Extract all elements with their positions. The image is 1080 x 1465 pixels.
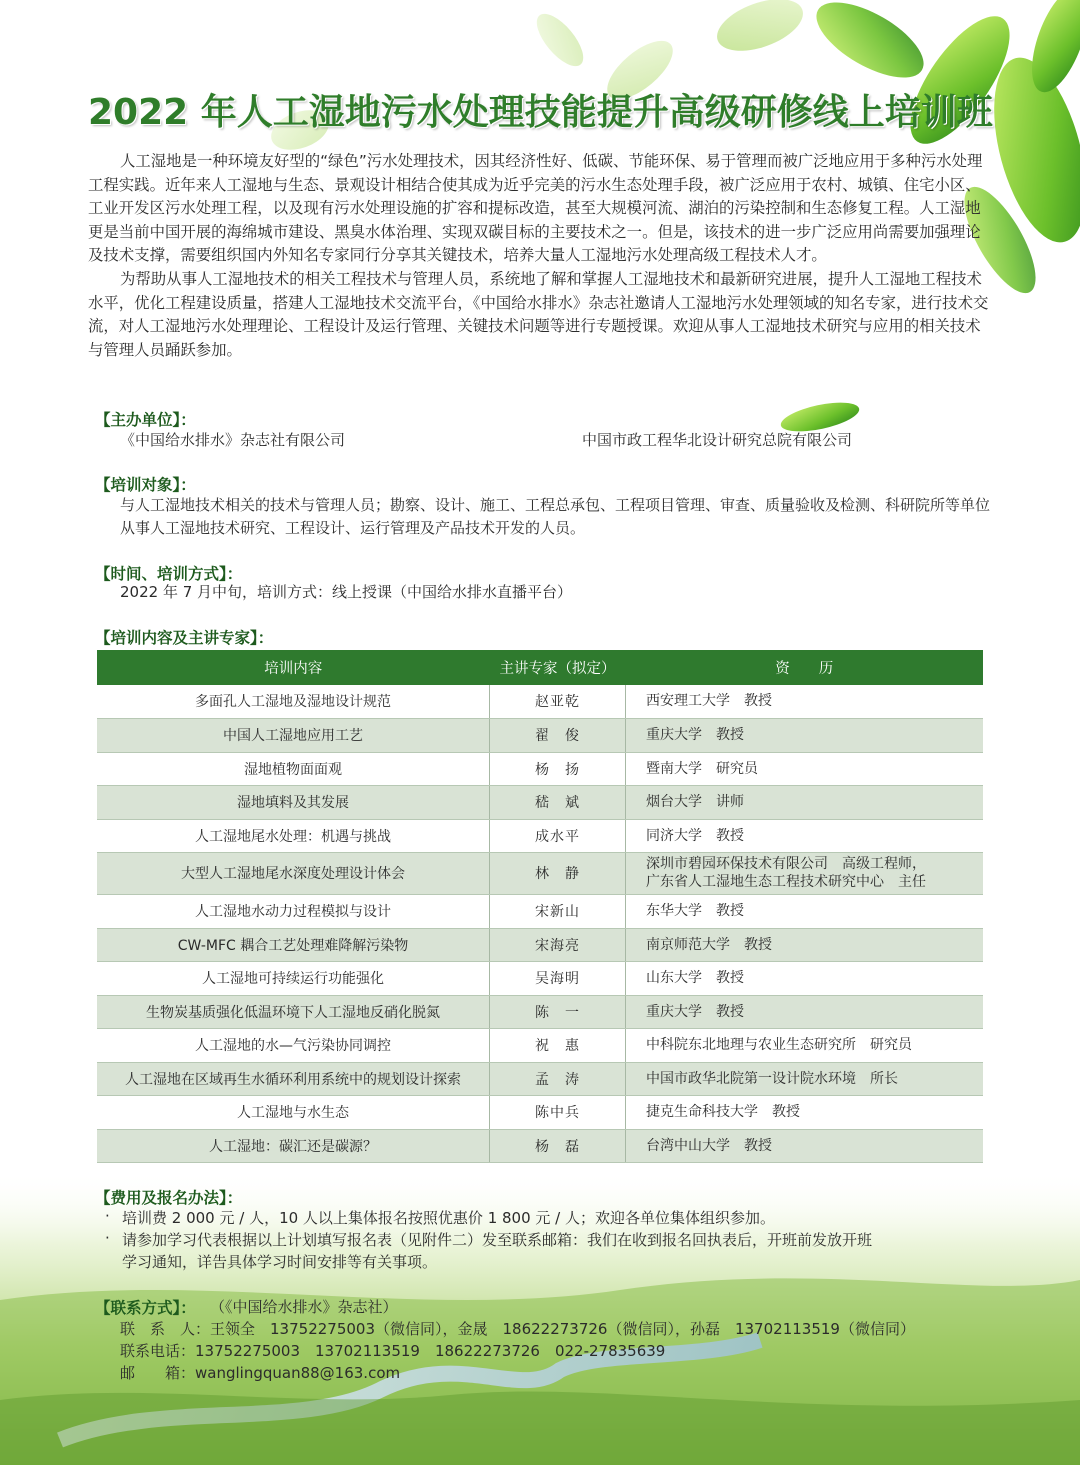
bio-cell: 南京师范大学 教授 — [626, 928, 984, 961]
header-bio: 资 历 — [626, 650, 984, 685]
bio-cell: 东华大学 教授 — [626, 894, 984, 928]
audience-heading: 【培训对象】： — [95, 476, 196, 494]
table-row — [97, 819, 983, 852]
contact-people-label: 联 系 人： — [120, 1320, 211, 1338]
topic-cell: 人工湿地的水—气污染协同调控 — [97, 1028, 490, 1062]
table-row — [97, 1129, 983, 1162]
contact-email[interactable]: wanglingquan88@163.com — [195, 1364, 401, 1382]
topic-cell: 湿地填料及其发展 — [97, 785, 490, 819]
table-row — [97, 718, 983, 752]
contact-email-row — [120, 1362, 400, 1383]
bio-cell — [626, 852, 984, 894]
bio-cell: 中科院东北地理与农业生态研究所 研究员 — [626, 1028, 984, 1062]
bio-cell: 暨南大学 研究员 — [626, 752, 984, 785]
expert-cell: 祝 惠 — [490, 1028, 626, 1062]
organizer-1: 《中国给水排水》杂志社有限公司 — [120, 431, 346, 449]
intro-paragraph-1: 人工湿地是一种环境友好型的“绿色”污水处理技术，因其经济性好、低碳、节能环保、易于管理而被广泛地应用于多种污水处理工程实践。近年来人工湿地与生态、景观设计相结合使其成为近乎完美的污水生态处理手段，被广泛应用于农村、城镇、住宅小区、工业开发区污水处理工程，以及现有污水处理设施的扩容和提标改造，甚至大规模河流、湖泊的污染控制和生态修复工程。人工湿地更是当前中国开展的海绵城市建设、黑臭水体治理、实现双碳目标的主要技术之一。但是，该技术的进一步广泛应用尚需要加强理论及技术支撑，需要组织国内外知名专家同行分享其关键技术，培养大量人工湿地污水处理高级工程技术人才。 — [88, 152, 983, 265]
table-row — [97, 852, 983, 894]
table-row — [97, 785, 983, 819]
contact-people-row — [120, 1318, 915, 1339]
bio-cell: 中国市政华北院第一设计院水环境 所长 — [626, 1062, 984, 1095]
contact-phone-label: 联系电话： — [120, 1342, 196, 1360]
topic-cell: CW-MFC 耦合工艺处理难降解污染物 — [97, 928, 490, 961]
contact-phones: 13752275003 13702113519 18622273726 022-27835639 — [195, 1342, 666, 1360]
expert-cell: 孟 涛 — [490, 1062, 626, 1095]
topic-cell: 大型人工湿地尾水深度处理设计体会 — [97, 852, 490, 894]
bio-line: 广东省人工湿地生态工程技术研究中心 主任 — [646, 874, 926, 890]
fee-item-2-line-1: 请参加学习代表根据以上计划填写报名表（见附件二）发至联系邮箱：我们在收到报名回执表后，开班前发放开班 — [122, 1231, 873, 1249]
contact-people: 王领全 13752275003（微信同），金晟 18622273726（微信同），孙磊 13702113519（微信同） — [210, 1320, 915, 1338]
organizer-2: 中国市政工程华北设计研究总院有限公司 — [582, 431, 853, 449]
bio-cell: 重庆大学 教授 — [626, 995, 984, 1028]
bio-cell: 重庆大学 教授 — [626, 718, 984, 752]
topic-cell: 人工湿地在区域再生水循环利用系统中的规划设计探索 — [97, 1062, 490, 1095]
schedule-text: 2022 年 7 月中旬，培训方式：线上授课（中国给水排水直播平台） — [120, 583, 573, 601]
expert-cell: 赵亚乾 — [490, 685, 626, 718]
header-expert: 主讲专家（拟定） — [490, 650, 626, 685]
bullet-marker: · — [105, 1207, 110, 1225]
expert-cell: 陈 一 — [490, 995, 626, 1028]
expert-cell: 吴海明 — [490, 961, 626, 995]
table-row — [97, 1095, 983, 1129]
bio-cell: 台湾中山大学 教授 — [626, 1129, 984, 1162]
bio-cell: 捷克生命科技大学 教授 — [626, 1095, 984, 1129]
expert-cell: 翟 俊 — [490, 718, 626, 752]
course-table — [97, 650, 983, 1163]
table-row — [97, 1062, 983, 1095]
bio-cell: 同济大学 教授 — [626, 819, 984, 852]
topic-cell: 人工湿地：碳汇还是碳源？ — [97, 1129, 490, 1162]
table-row — [97, 894, 983, 928]
fees-heading: 【费用及报名办法】： — [95, 1189, 243, 1207]
intro-text — [88, 150, 994, 362]
expert-cell: 宋新山 — [490, 894, 626, 928]
expert-cell: 杨 扬 — [490, 752, 626, 785]
expert-cell: 成水平 — [490, 819, 626, 852]
table-row — [97, 928, 983, 961]
table-row — [97, 995, 983, 1028]
expert-cell: 杨 磊 — [490, 1129, 626, 1162]
content-heading: 【培训内容及主讲专家】： — [95, 629, 274, 647]
topic-cell: 湿地植物面面观 — [97, 752, 490, 785]
expert-cell: 林 静 — [490, 852, 626, 894]
topic-cell: 生物炭基质强化低温环境下人工湿地反硝化脱氮 — [97, 995, 490, 1028]
topic-cell: 人工湿地与水生态 — [97, 1095, 490, 1129]
contact-heading: 【联系方式】： — [95, 1299, 196, 1317]
page-title: 2022 年人工湿地污水处理技能提升高级研修线上培训班 — [88, 92, 993, 133]
contact-org: （《中国给水排水》杂志社） — [210, 1298, 398, 1316]
fee-item-1: 培训费 2 000 元 / 人，10 人以上集体报名按照优惠价 1 800 元 / 人；欢迎各单位集体组织参加。 — [122, 1209, 775, 1227]
contact-email-label: 邮 箱： — [120, 1364, 196, 1382]
table-row — [97, 961, 983, 995]
header-topic: 培训内容 — [97, 650, 490, 685]
fee-item-2-line-2: 学习通知，详告具体学习时间安排等有关事项。 — [122, 1253, 438, 1271]
table-row — [97, 685, 983, 718]
topic-cell: 人工湿地水动力过程模拟与设计 — [97, 894, 490, 928]
bio-cell: 西安理工大学 教授 — [626, 685, 984, 718]
bio-cell: 烟台大学 讲师 — [626, 785, 984, 819]
bio-line: 深圳市碧园环保技术有限公司 高级工程师， — [646, 856, 926, 872]
table-row — [97, 1028, 983, 1062]
expert-cell: 宋海亮 — [490, 928, 626, 961]
intro-paragraph-2: 为帮助从事人工湿地技术的相关工程技术与管理人员，系统地了解和掌握人工湿地技术和最新研究进展，提升人工湿地工程技术水平，优化工程建设质量，搭建人工湿地技术交流平台，《中国给水排水》杂志社邀请人工湿地污水处理领域的知名专家，进行技术交流，对人工湿地污水处理理论、工程设计及运行管理、关键技术问题等进行专题授课。欢迎从事人工湿地技术研究与应用的相关技术与管理人员踊跃参加。 — [88, 269, 989, 359]
contact-phone-row — [120, 1340, 665, 1361]
bullet-marker: · — [105, 1229, 110, 1247]
topic-cell: 中国人工湿地应用工艺 — [97, 718, 490, 752]
table-row — [97, 752, 983, 785]
expert-cell: 嵇 斌 — [490, 785, 626, 819]
audience-text: 与人工湿地技术相关的技术与管理人员；勘察、设计、施工、工程总承包、工程项目管理、审查、质量验收及检测、科研院所等单位从事人工湿地技术研究、工程设计、运行管理及产品技术开发的人员。 — [120, 496, 991, 537]
bio-cell: 山东大学 教授 — [626, 961, 984, 995]
topic-cell: 多面孔人工湿地及湿地设计规范 — [97, 685, 490, 718]
table-header-row — [97, 650, 983, 685]
schedule-heading: 【时间、培训方式】： — [95, 565, 243, 583]
topic-cell: 人工湿地可持续运行功能强化 — [97, 961, 490, 995]
expert-cell: 陈中兵 — [490, 1095, 626, 1129]
organizers-heading: 【主办单位】： — [95, 411, 196, 429]
topic-cell: 人工湿地尾水处理：机遇与挑战 — [97, 819, 490, 852]
